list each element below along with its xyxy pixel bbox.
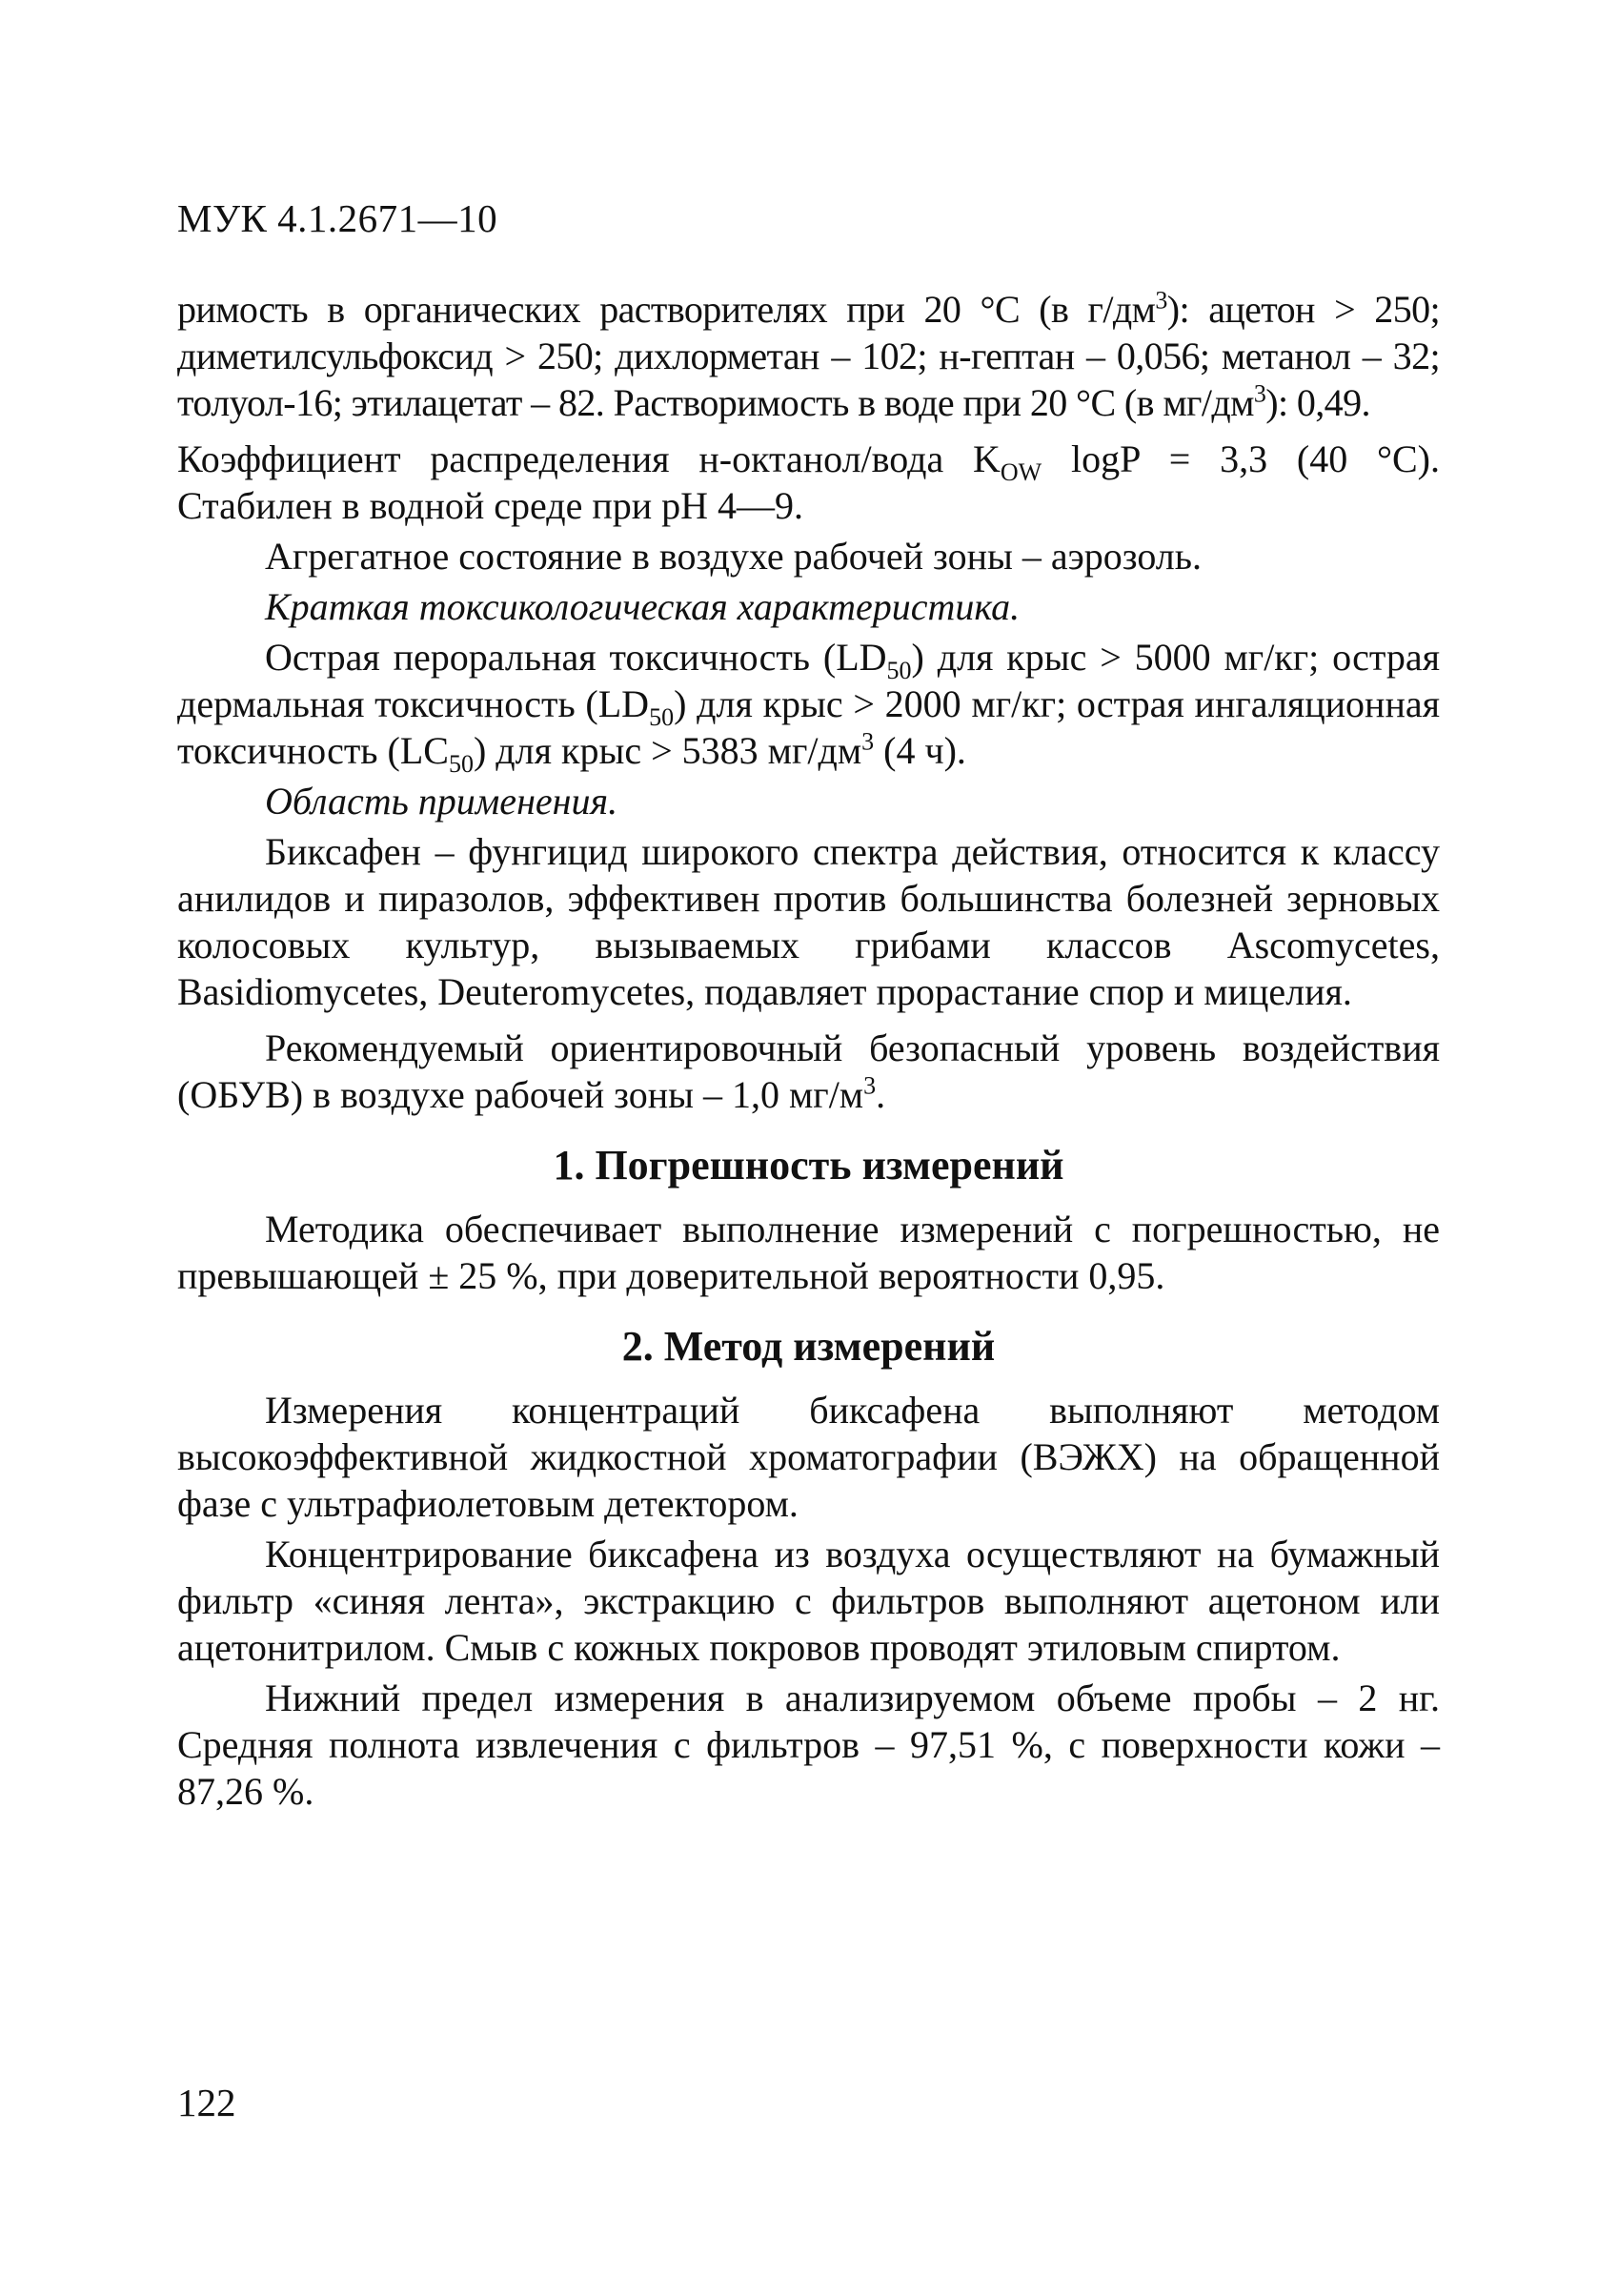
obuv-paragraph <box>177 1025 1440 1118</box>
partition-text-b: logP = 3,3 (40 °С). Стабилен в водной среде при pH 4—9. <box>177 437 1440 527</box>
toxicity-sub-3: 50 <box>448 750 474 778</box>
obuv-text-b: . <box>876 1073 886 1116</box>
partition-paragraph <box>177 436 1440 529</box>
section-2-paragraph-1: Измерения концентраций биксафена выполняют методом высокоэффективной жидкостной хроматографии (ВЭЖХ) на обращенной фазе с ультрафиолетовым детектором. <box>177 1389 1440 1525</box>
page-number: 122 <box>177 2081 236 2124</box>
toxicity-paragraph <box>177 634 1441 778</box>
solubility-text-c: ): 0,49. <box>1265 381 1370 424</box>
section-2-paragraph-2: Концентрирование биксафена из воздуха осуществляют на бумажный фильтр «синяя лента», экстракцию с фильтров выполняют ацетоном или ацетонитрилом. Смыв с кожных покровов проводят этиловым спиртом. <box>177 1533 1440 1669</box>
scope-paragraph: Биксафен – фунгицид широкого спектра действия, относится к классу анилидов и пиразолов, эффективен против большинства болезней зерновых колосовых культур, вызываемых грибами классов Ascomycetes, Basidiomycetes, Deuteromycetes, подавляет прорастание спор и мицелия. <box>177 830 1440 1013</box>
toxicity-sup: 3 <box>861 727 875 756</box>
toxicity-sub-2: 50 <box>649 703 675 731</box>
section-2-paragraph-3: Нижний предел измерения в анализируемом объеме пробы – 2 нг. Средняя полнота извлечения с фильтров – 97,51 %, с поверхности кожи – 87,26 %. <box>177 1676 1440 1813</box>
solubility-text-a: римость в органических растворителях при 20 °С (в г/дм <box>177 288 1156 331</box>
section-1-title: 1. Погрешность измерений <box>553 1142 1064 1189</box>
obuv-text-a: Рекомендуемый ориентировочный безопасный уровень воздействия (ОБУВ) в воздухе рабочей зоны – 1,0 мг/м <box>177 1026 1440 1116</box>
toxicity-text-e: (4 ч). <box>874 729 966 772</box>
toxicity-text-d: ) для крыс > 5383 мг/дм <box>473 729 862 772</box>
solubility-text-b: ): ацетон > 250; диметилсульфоксид > 250; дихлорметан – 102; н-гептан – 0,056; метанол – 32; толуол-16; этилацетат – 82. Растворимость в воде при 20 °С (в мг/дм <box>177 288 1441 424</box>
solubility-sup-2: 3 <box>1253 379 1266 408</box>
document-code-header: МУК 4.1.2671—10 <box>177 196 498 240</box>
section-1-paragraph: Методика обеспечивает выполнение измерений с погрешностью, не превышающей ± 25 %, при доверительной вероятности 0,95. <box>177 1208 1440 1297</box>
partition-text-a: Коэффициент распределения н-октанол/вода K <box>177 437 1001 480</box>
toxicity-text-b: ) для крыс > 5000 мг/кг; острая дермальная токсичность (LD <box>177 636 1440 725</box>
toxicity-text-a: Острая пероральная токсичность (LD <box>265 636 887 679</box>
partition-sub: OW <box>1000 458 1042 486</box>
section-2-title: 2. Метод измерений <box>621 1323 996 1370</box>
aggregate-state-paragraph: Агрегатное состояние в воздухе рабочей зоны – аэрозоль. <box>265 535 1203 578</box>
toxicity-text-c: ) для крыс > 2000 мг/кг; острая ингаляционная токсичность (LC <box>177 682 1441 772</box>
solubility-paragraph <box>177 286 1440 426</box>
page-body <box>177 286 1440 1819</box>
scope-heading: Область применения. <box>265 780 618 823</box>
obuv-sup: 3 <box>863 1071 877 1100</box>
toxicology-heading: Краткая токсикологическая характеристика. <box>265 585 1021 628</box>
toxicity-sub-1: 50 <box>886 657 912 684</box>
solubility-sup-1: 3 <box>1155 286 1167 315</box>
